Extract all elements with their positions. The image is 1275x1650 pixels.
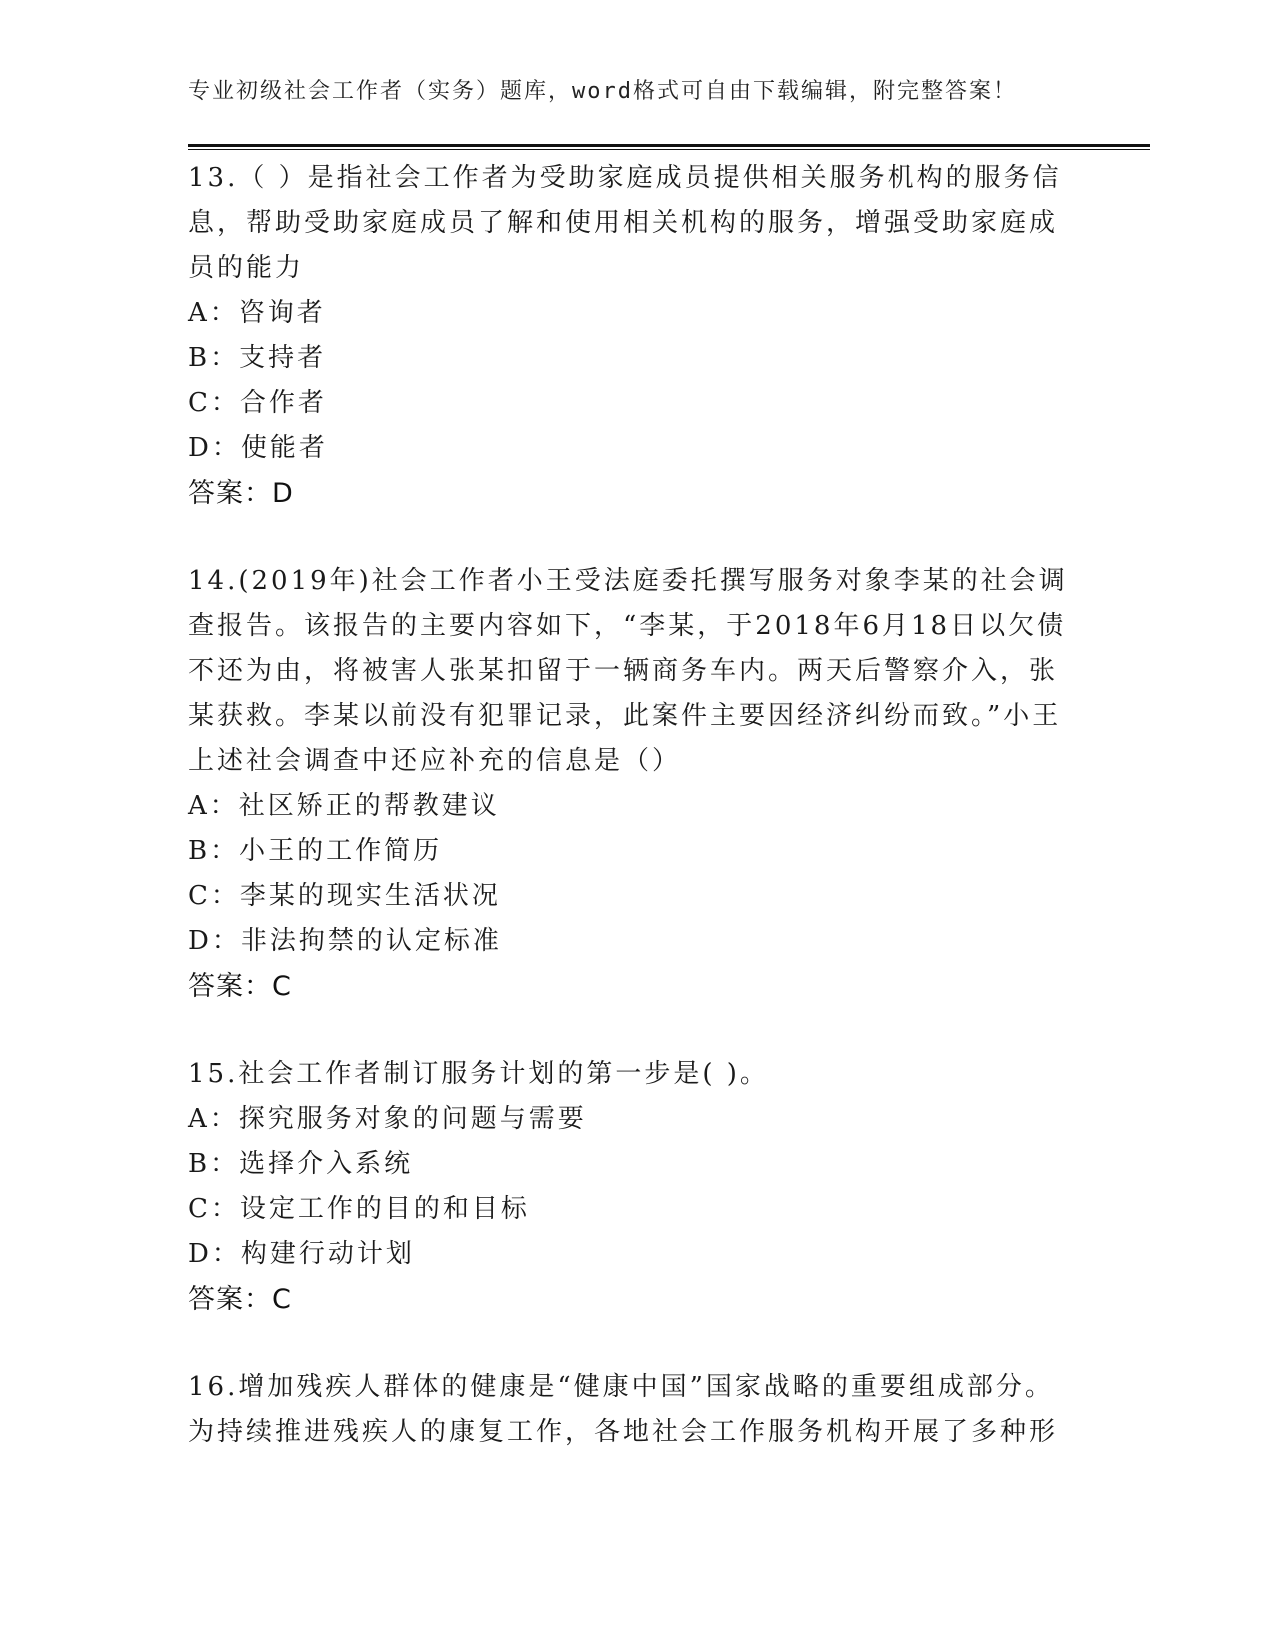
question-gap	[188, 517, 1078, 559]
header-rule-thick	[188, 144, 1150, 147]
option-a: A：咨询者	[188, 298, 326, 328]
questions-content	[188, 156, 1078, 1455]
option-a: A：探究服务对象的问题与需要	[188, 1104, 587, 1134]
question-gap	[188, 1010, 1078, 1052]
option-b: B：支持者	[188, 343, 327, 373]
question-14	[188, 559, 1078, 1010]
answer-line: 答案：C	[188, 1284, 292, 1315]
question-stem: 14.(2019年)社会工作者小王受法庭委托撰写服务对象李某的社会调查报告。该报告的主要内容如下，“李某，于2018年6月18日以欠债不还为由，将被害人张某扣留于一辆商务车内。两天后警察介入，张某获救。李某以前没有犯罪记录，此案件主要因经济纠纷而致。”小王上述社会调查中还应补充的信息是（）	[188, 566, 1068, 776]
question-13	[188, 156, 1078, 517]
answer-line: 答案：D	[188, 478, 294, 509]
page-header: 专业初级社会工作者（实务）题库，word格式可自由下载编辑，附完整答案！	[188, 79, 1017, 104]
question-gap	[188, 1323, 1078, 1365]
header-rule-thin	[188, 149, 1150, 150]
option-d: D：构建行动计划	[188, 1239, 415, 1269]
option-d: D：非法拘禁的认定标准	[188, 926, 502, 956]
question-stem: 13.（ ）是指社会工作者为受助家庭成员提供相关服务机构的服务信息，帮助受助家庭成员了解和使用相关机构的服务，增强受助家庭成员的能力	[188, 163, 1062, 283]
option-d: D：使能者	[188, 433, 328, 463]
option-c: C：李某的现实生活状况	[188, 881, 501, 911]
option-b: B：选择介入系统	[188, 1149, 414, 1179]
option-b: B：小王的工作简历	[188, 836, 443, 866]
option-a: A：社区矫正的帮教建议	[188, 791, 500, 821]
question-stem: 15.社会工作者制订服务计划的第一步是( )。	[188, 1059, 769, 1089]
question-16	[188, 1365, 1078, 1455]
question-stem: 16.增加残疾人群体的健康是“健康中国”国家战略的重要组成部分。为持续推进残疾人的康复工作，各地社会工作服务机构开展了多种形	[188, 1372, 1059, 1447]
question-15	[188, 1052, 1078, 1323]
option-c: C：设定工作的目的和目标	[188, 1194, 530, 1224]
option-c: C：合作者	[188, 388, 327, 418]
answer-line: 答案：C	[188, 971, 292, 1002]
